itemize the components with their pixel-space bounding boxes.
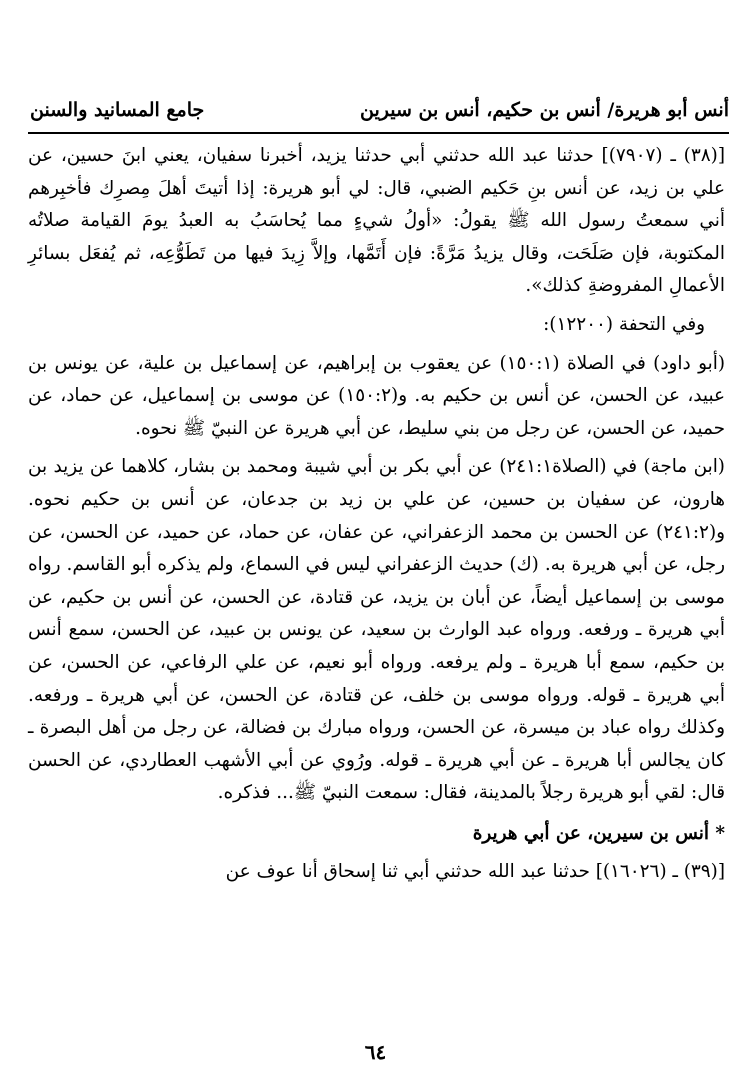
page-body <box>28 140 725 889</box>
header-rule <box>28 132 729 134</box>
header-book-title: جامع المسانيد والسنن <box>30 99 205 121</box>
header-chapter-title: أنس أبو هريرة/ أنس بن حكيم، أنس بن سيرين <box>360 99 729 121</box>
page-number: ٦٤ <box>364 1040 387 1064</box>
hadith-38-paragraph: [(٣٨) ـ (٧٩٠٧)] حدثنا عبد الله حدثني أبي حدثنا يزيد، أخبرنا سفيان، يعني ابنَ حسين، عن علي بن زيد، عن أنس بنِ حَكيم الضبي، قال: لي أبو هريرة: إذا أتيتَ أهلَ مِصرِك فأخبِرهم أني سمعتُ رسول الله ﷺ يقولُ: «أولُ شيءٍ مما يُحاسَبُ به العبدُ يومَ القيامة صلاتُه المكتوبة، فإن صَلَحَت، وقال يزيدُ مَرَّةً: فإن أَتَمَّها، وإلاَّ زِيدَ فيها من تَطَوُّعِه، ثم يُفعَل بسائرِ الأعمالِ المفروضةِ كذلك». <box>28 145 725 297</box>
abu-dawud-paragraph: (أبو داود) في الصلاة (١٥٠:١) عن يعقوب بن إبراهيم، عن إسماعيل بن علية، عن يونس بن عبيد، عن الحسن، عن أنس بن حكيم به. و(١٥٠:٢) عن موسى بن إسماعيل، عن حماد، عن حميد، عن الحسن، عن رجل من بني سليط، عن أبي هريرة عن النبيّ ﷺ نحوه. <box>28 352 726 439</box>
hadith-39-opening: [(٣٩) ـ (١٦٠٢٦)] حدثنا عبد الله حدثني أبي ثنا إسحاق أنا عوف عن <box>225 861 725 883</box>
running-header <box>30 95 729 127</box>
section-heading: * أنس بن سيرين، عن أبي هريرة <box>472 822 725 844</box>
ibn-majah-paragraph: (ابن ماجة) في (الصلاة٢٤١:١) عن أبي بكر بن أبي شيبة ومحمد بن بشار، كلاهما عن يزيد بن هارون، عن سفيان بن حسين، عن علي بن زيد بن جدعان، عن أنس بن حكيم نحوه. و(٢٤١:٢) عن الحسن بن محمد الزعفراني، عن عفان، عن حماد، عن حميد، عن الحسن، عن رجل، عن أبي هريرة به. (ك) حديث الزعفراني ليس في السماع، ولم يذكره أبو القاسم. رواه موسى بن إسماعيل أيضاً، عن أبان بن يزيد، عن قتادة، عن الحسن، عن أنس بن حكيم، عن أبي هريرة ـ ورفعه. ورواه عبد الوارث بن سعيد، عن يونس بن عبيد، عن الحسن، سمع أنس بن حكيم، سمع أبا هريرة ـ ولم يرفعه. ورواه أبو نعيم، عن علي الرفاعي، عن الحسن، عن أبي هريرة ـ قوله. ورواه موسى بن خلف، عن قتادة، عن الحسن، عن أبي هريرة ـ ورفعه. وكذلك رواه عباد بن ميسرة، عن الحسن، ورواه مبارك بن فضالة، عن رجل من أهل البصرة ـ كان يجالس أبا هريرة ـ عن أبي هريرة ـ قوله. ورُوي عن أبي الأشهب العطاردي، عن الحسن قال: لقي أبو هريرة رجلاً بالمدينة، فقال: سمعت النبيّ ﷺ... فذكره. <box>28 456 725 804</box>
tuhfa-reference: وفي التحفة (١٢٢٠٠): <box>543 313 705 335</box>
